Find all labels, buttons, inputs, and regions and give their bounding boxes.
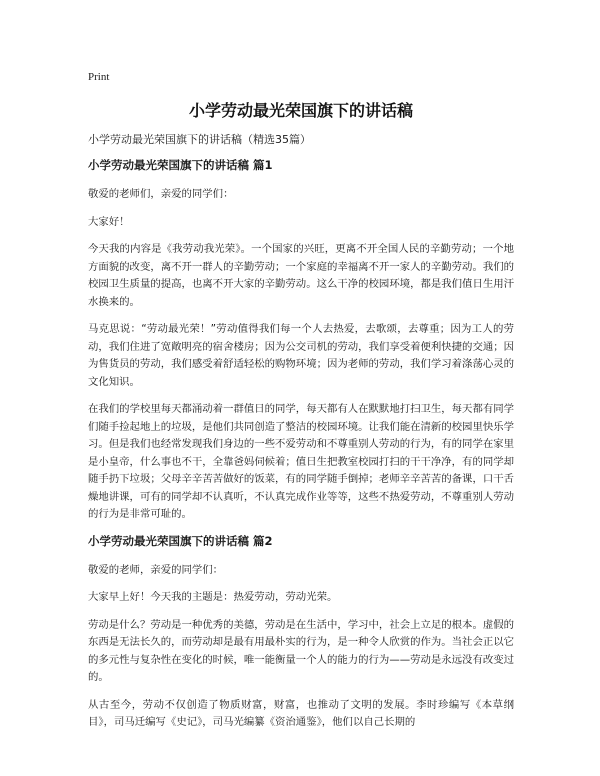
section-2 bbox=[88, 534, 514, 732]
section-heading: 小学劳动最光荣国旗下的讲话稿 篇2 bbox=[88, 533, 273, 548]
page-title: 小学劳动最光荣国旗下的讲话稿 bbox=[188, 101, 413, 120]
section-heading: 小学劳动最光荣国旗下的讲话稿 篇1 bbox=[88, 158, 273, 172]
paragraph: 敬爱的老师们，亲爱的同学们： bbox=[88, 188, 234, 200]
subtitle: 小学劳动最光荣国旗下的讲话稿（精选35篇） bbox=[88, 133, 311, 146]
paragraph: 大家早上好！今天我的主题是：热爱劳动，劳动光荣。 bbox=[88, 591, 338, 603]
article-body bbox=[88, 158, 514, 742]
paragraph: 劳动是什么？劳动是一种优秀的美德，劳动是在生活中，学习中，社会上立足的根本。虚假的东西是无法长久的，而劳动却是最有用最朴实的行为，是一种令人欣赏的作为。当社会正以它的多元性与复杂性在变化的时候，唯一能衡量一个人的能力的行为——劳动是永远没有改变过的。 bbox=[88, 618, 515, 683]
paragraph: 敬爱的老师，亲爱的同学们： bbox=[88, 563, 224, 576]
section-1 bbox=[88, 158, 514, 524]
paragraph: 今天我的内容是《我劳动我光荣》。一个国家的兴旺，更离不开全国人民的辛勤劳动；一个地方面貌的改变，离不开一群人的辛勤劳动；一个家庭的幸福离不开一家人的辛勤劳动。我们的校园卫生质量的提高，也离不开大家的辛勤劳动。这么干净的校园环境，都是我们值日生用汗水换来的。 bbox=[88, 243, 515, 308]
paragraph: 在我们的学校里每天都涌动着一群值日的同学，每天都有人在默默地打扫卫生，每天都有同学们随手捡起地上的垃圾，是他们共同创造了整洁的校园环境。让我们能在清新的校园里快乐学习。但是我们也经常发现我们身边的一些不爱劳动和不尊重别人劳动的行为，有的同学在家里是小皇帝，什么事也不干，全靠爸妈伺候着；值日生把教室校园打扫的干干净净，有的同学却随手扔下垃圾；父母辛辛苦苦做好的饭菜，有的同学随手倒掉；老师辛辛苦苦的备课，口干舌燥地讲课，可有的同学却不认真听，不认真完成作业等等，这些不热爱劳动，不尊重别人劳动的行为是非常可耻的。 bbox=[88, 403, 515, 520]
print-link[interactable]: Print bbox=[88, 71, 110, 83]
paragraph: 从古至今，劳动不仅创造了物质财富，财富，也推动了文明的发展。李时珍编写《本草纲目》，司马迁编写《史记》，司马光编纂《资治通鉴》，他们以自己长期的 bbox=[88, 698, 514, 728]
paragraph: 大家好！ bbox=[88, 215, 130, 228]
paragraph: 马克思说：“劳动最光荣！”劳动值得我们每一个人去热爱，去歌颂，去尊重；因为工人的劳动，我们住进了宽敞明亮的宿舍楼房；因为公交司机的劳动，我们享受着便利快捷的交通；因为售货员的劳动，我们感受着舒适轻松的购物环境；因为老师的劳动，我们学习着涤荡心灵的文化知识。 bbox=[88, 323, 515, 388]
